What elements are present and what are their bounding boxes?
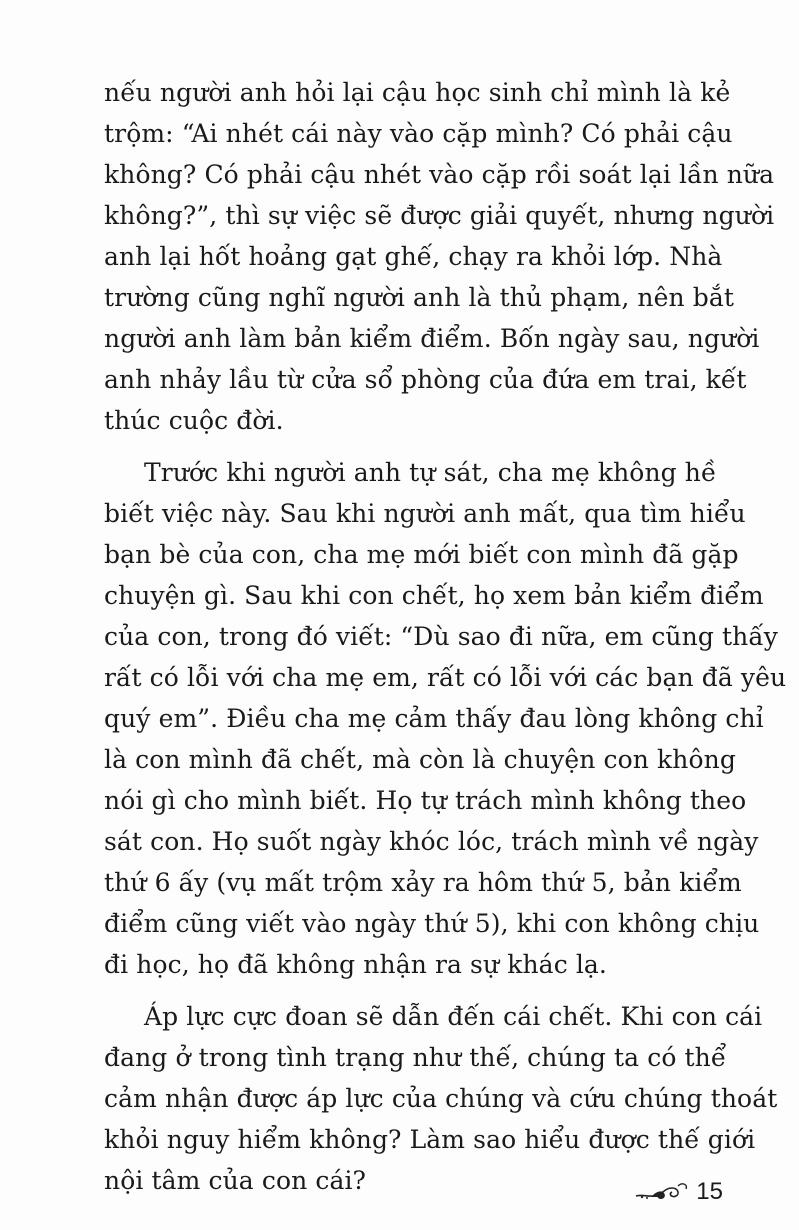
page-footer (634, 1180, 723, 1204)
paragraph-gap (104, 441, 716, 452)
paragraph-1 (104, 72, 775, 441)
paragraph-3 (104, 996, 778, 1201)
text-line: của con, trong đó viết: “Dù sao đi nữa, em cũng thấy (104, 622, 778, 651)
text-line: biết việc này. Sau khi người anh mất, qua tìm hiểu (104, 499, 746, 528)
text-line: khỏi nguy hiểm không? Làm sao hiểu được thế giới (104, 1125, 756, 1154)
text-line: người anh làm bản kiểm điểm. Bốn ngày sau, người (104, 324, 760, 353)
text-line: trường cũng nghĩ người anh là thủ phạm, nên bắt (104, 283, 735, 312)
text-line: sát con. Họ suốt ngày khóc lóc, trách mình về ngày (104, 827, 759, 856)
text-line: không?”, thì sự việc sẽ được giải quyết, nhưng người (104, 201, 775, 230)
text-line: bạn bè của con, cha mẹ mới biết con mình đã gặp (104, 540, 739, 569)
body-text (104, 72, 787, 1201)
text-line: thứ 6 ấy (vụ mất trộm xảy ra hôm thứ 5, bản kiểm (104, 868, 742, 897)
text-line: điểm cũng viết vào ngày thứ 5), khi con không chịu (104, 909, 760, 938)
text-line: nói gì cho mình biết. Họ tự trách mình không theo (104, 786, 747, 815)
paragraph-gap (104, 985, 716, 996)
text-line: rất có lỗi với cha mẹ em, rất có lỗi với các bạn đã yêu (104, 663, 787, 692)
paragraph-2 (104, 452, 787, 985)
text-line: trộm: “Ai nhét cái này vào cặp mình? Có phải cậu (104, 119, 733, 148)
text-line: quý em”. Điều cha mẹ cảm thấy đau lòng không chỉ (104, 704, 764, 733)
text-line: nếu người anh hỏi lại cậu học sinh chỉ mình là kẻ (104, 78, 731, 107)
text-line: thúc cuộc đời. (104, 406, 284, 435)
text-line: đi học, họ đã không nhận ra sự khác lạ. (104, 950, 607, 979)
text-line: anh lại hốt hoảng gạt ghế, chạy ra khỏi lớp. Nhà (104, 242, 723, 271)
page-number: 15 (696, 1178, 723, 1205)
text-line: anh nhảy lầu từ cửa sổ phòng của đứa em trai, kết (104, 365, 747, 394)
text-line: không? Có phải cậu nhét vào cặp rồi soát lại lần nữa (104, 160, 775, 189)
text-line: cảm nhận được áp lực của chúng và cứu chúng thoát (104, 1084, 778, 1113)
text-line: đang ở trong tình trạng như thế, chúng ta có thể (104, 1043, 727, 1072)
swirl-ornament-icon (634, 1180, 690, 1204)
text-line: nội tâm của con cái? (104, 1166, 367, 1195)
text-line: Trước khi người anh tự sát, cha mẹ không hề (144, 458, 717, 487)
text-line: chuyện gì. Sau khi con chết, họ xem bản kiểm điểm (104, 581, 764, 610)
text-line: Áp lực cực đoan sẽ dẫn đến cái chết. Khi con cái (144, 1002, 763, 1031)
text-line: là con mình đã chết, mà còn là chuyện con không (104, 745, 736, 774)
